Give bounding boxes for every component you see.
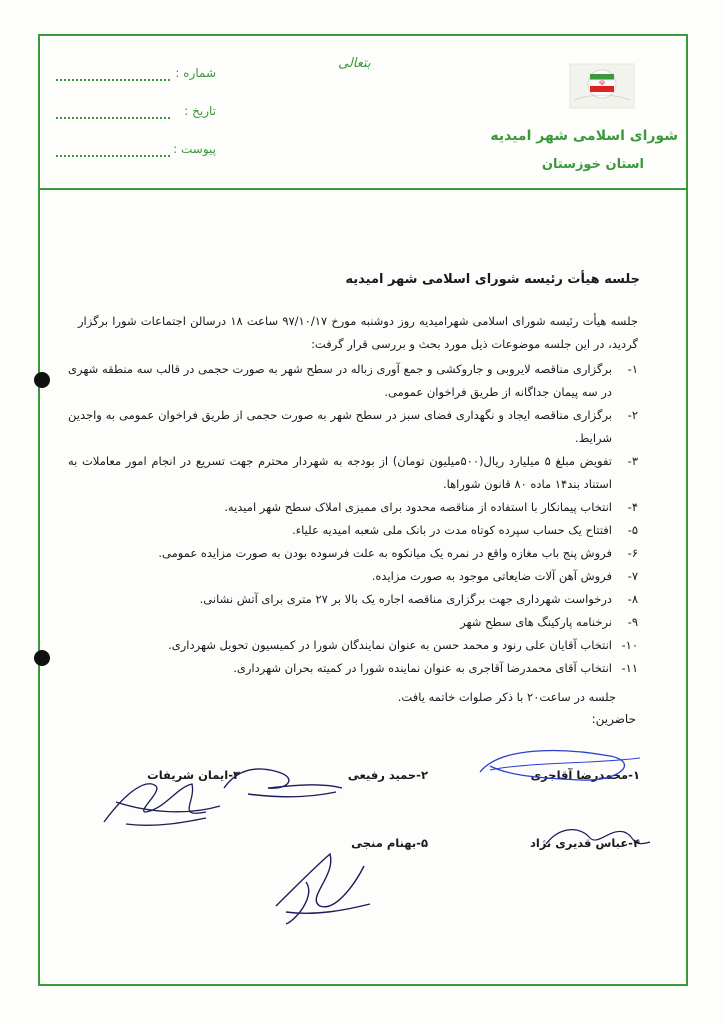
agenda-item: ۸- درخواست شهرداری جهت برگزاری مناقصه اجاره یک بالا بر ۲۷ متری برای آتش نشانی. xyxy=(199,592,638,606)
binder-hole-top xyxy=(34,372,50,388)
agenda-item: ۹- نرخنامه پارکینگ های سطح شهر xyxy=(460,615,638,629)
agenda-item: ۵- افتتاح یک حساب سپرده کوتاه مدت در بانک ملی شعبه امیدیه علیاء. xyxy=(292,523,638,537)
signatory-3-name: ۳-ایمان شریفات xyxy=(147,768,240,782)
signatory-4-name: ۴-عباس قدیری نژاد xyxy=(529,836,640,850)
header-divider xyxy=(38,188,688,190)
agenda-item: ۲- برگزاری مناقصه ایجاد و نگهداری فضای سبز در سطح شهر به صورت حجمی از طریق فراخوان عمومی به واجدین شرایط. xyxy=(68,408,638,445)
signatory-1-name: ۱-محمدرضا آقاجری xyxy=(530,768,640,782)
svg-text:☫: ☫ xyxy=(598,79,606,87)
date-field xyxy=(56,104,216,124)
agenda-list xyxy=(68,358,638,680)
council-emblem-icon xyxy=(566,60,638,112)
bismillah-heading: بتعالی xyxy=(338,56,371,71)
agenda-item: ۶- فروش پنج باب مغازه واقع در نمره یک میانکوه به علت فرسوده بودن به صورت مزایده عمومی. xyxy=(158,546,638,560)
agenda-item: ۴- انتخاب پیمانکار با استفاده از مناقصه محدود برای ممیزی املاک سطح شهر امیدیه. xyxy=(224,500,638,514)
binder-hole-bottom xyxy=(34,650,50,666)
attachment-field xyxy=(56,142,216,162)
date-label: تاریخ : xyxy=(184,104,216,118)
document-title: جلسه هیأت رئیسه شورای اسلامی شهر امیدیه xyxy=(345,272,640,287)
agenda-item: ۱- برگزاری مناقصه لایروبی و جاروکشی و جمع آوری زباله در سطح شهر به صورت حجمی در قالب سه منطقه شهری در سه پیمان جداگانه از طریق فراخوان عمومی. xyxy=(68,362,638,399)
agenda-item: ۷- فروش آهن آلات ضایعاتی موجود به صورت مزایده. xyxy=(371,569,638,583)
number-label: شماره : xyxy=(175,66,216,80)
agenda-item: ۱۰- انتخاب آقایان علی رنود و محمد حسن به عنوان نمایندگان شورا در کمیسیون تحویل شهرداری. xyxy=(168,638,638,652)
agenda-item: ۳- تفویض مبلغ ۵ میلیارد ریال(۵۰۰میلیون تومان) از بودجه به شهردار محترم جهت تسریع در انجام امور معاملات به استناد بند۱۴ ماده ۸۰ قانون شوراها. xyxy=(68,454,638,491)
signature-1 xyxy=(470,742,650,792)
signatory-2-name: ۲-حمید رفیعی xyxy=(347,768,428,782)
closing-note: جلسه در ساعت۲۰ با ذکر صلوات خاتمه یافت. xyxy=(397,690,616,704)
number-field xyxy=(56,66,216,86)
council-name: شورای اسلامی شهر امیدیه xyxy=(490,128,678,144)
attendees-label: حاضرین: xyxy=(591,712,636,726)
signature-5 xyxy=(266,846,376,926)
attachment-label: پیوست : xyxy=(173,142,216,156)
signature-3 xyxy=(96,772,226,832)
province-name: استان خوزستان xyxy=(541,157,644,172)
intro-paragraph: جلسه هیأت رئیسه شورای اسلامی شهرامیدیه روز دوشنبه مورخ ۹۷/۱۰/۱۷ ساعت ۱۸ درسالن اجتماعات شورا برگزار گردید، در این جلسه موضوعات ذیل مورد بحث و بررسی قرار گرفت: xyxy=(78,314,638,351)
agenda-item: ۱۱- انتخاب آقای محمدرضا آقاجری به عنوان نماینده شورا در کمیته بحران شهرداری. xyxy=(233,661,638,675)
signatory-5-name: ۵-بهنام منجی xyxy=(351,836,428,850)
signature-4 xyxy=(540,818,660,858)
signature-2 xyxy=(218,758,348,808)
